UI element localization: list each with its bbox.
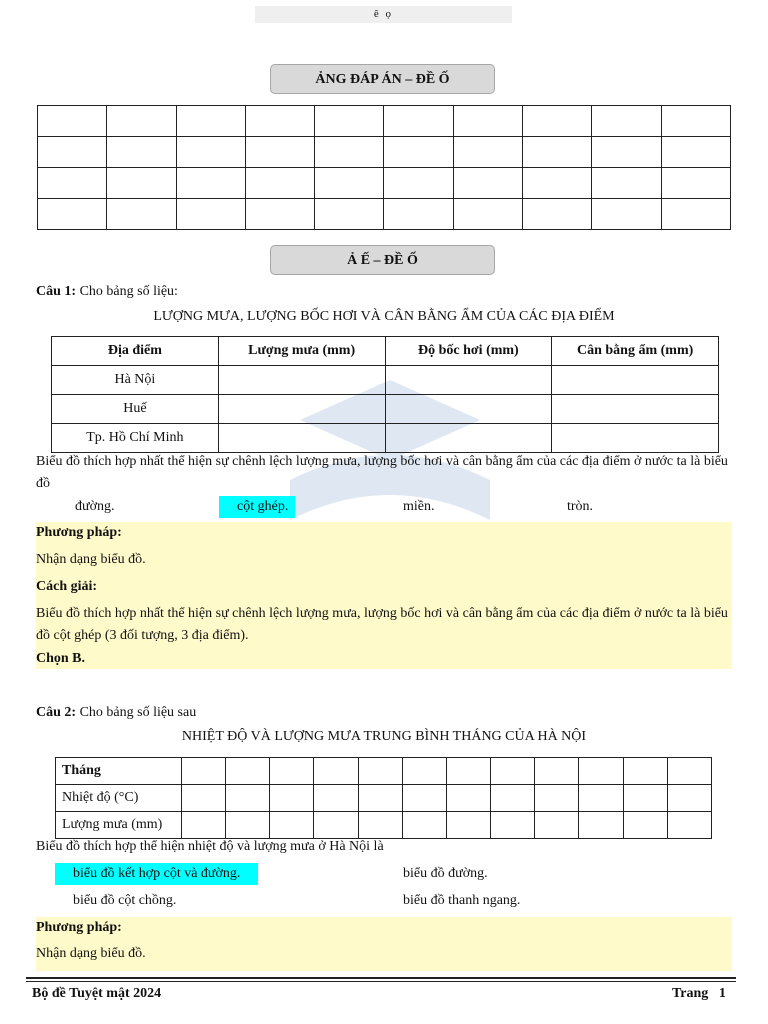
answer-grid-cell [592,137,661,168]
question-2-intro [36,702,732,724]
footer-divider [26,981,736,982]
q1-option-c[interactable]: miền. [403,499,435,514]
answer-grid-cell [384,106,453,137]
answer-grid-cell [38,168,107,199]
table-row [52,395,719,424]
answer-grid-cell [107,137,176,168]
table-header-cell: Địa điểm [52,337,219,366]
q1-choose: Chọn B. [36,651,86,666]
answer-grid-cell [176,168,245,199]
answer-grid-cell [661,137,730,168]
q2-option-a[interactable]: biểu đồ kết hợp cột và đường. [55,863,258,885]
footer-page-label: Trang [672,986,709,1001]
answer-grid-cell [453,199,522,230]
question-1-intro [36,281,732,303]
answer-grid-cell [523,106,592,137]
data-table-1 [51,336,719,453]
answer-grid-cell [107,106,176,137]
answer-grid-cell [592,199,661,230]
table-row [52,366,719,395]
answer-grid-cell [107,168,176,199]
question-2-label: Câu 2: [36,705,77,720]
question-1-intro-text: Cho bảng số liệu: [79,284,178,299]
answer-grid-cell [107,199,176,230]
answer-grid-cell [453,168,522,199]
answer-grid-cell [315,106,384,137]
table-header-cell: Cân bằng ẩm (mm) [552,337,719,366]
q1-solution-text: Biểu đồ thích hợp nhất thể hiện sự chênh lệch lượng mưa, lượng bốc hơi và cân bằng ẩm của các địa điểm ở nước ta là biểu đồ cột ghép (3 đối tượng, 3 địa điểm). [36,606,728,643]
footer-divider [26,977,736,979]
answer-grid-cell [592,168,661,199]
table-1-title: LƯỢNG MƯA, LƯỢNG BỐC HƠI VÀ CÂN BẰNG ẨM CỦA CÁC ĐỊA ĐIỂM [153,309,615,324]
table-cell: Lượng mưa (mm) [56,812,182,839]
answer-grid-cell [523,168,592,199]
q2-method-text: Nhận dạng biểu đồ. [36,946,146,961]
table-row [52,337,719,366]
answer-grid-cell [245,168,314,199]
table-header-cell: Lượng mưa (mm) [218,337,385,366]
answer-grid-cell [38,199,107,230]
q1-method-text: Nhận dạng biểu đồ. [36,552,146,567]
answer-grid-cell [592,106,661,137]
data-table-2 [55,757,712,839]
answer-grid-row [38,199,731,230]
answer-grid-cell [176,137,245,168]
footer-page-number: 1 [718,986,726,1001]
q2-method-label: Phương pháp: [36,920,122,935]
answer-grid-cell [661,168,730,199]
table-cell: Huế [52,395,219,424]
table-row [56,785,712,812]
answer-grid-cell [245,106,314,137]
table-cell: Nhiệt độ (°C) [56,785,182,812]
question-2-text: Biểu đồ thích hợp thể hiện nhiệt độ và lượng mưa ở Hà Nội là [36,839,384,854]
answer-grid-row [38,137,731,168]
answer-grid-cell [661,106,730,137]
answer-grid-cell [245,199,314,230]
table-header-cell: Độ bốc hơi (mm) [385,337,552,366]
answer-grid-row [38,106,731,137]
header-bar: ê ọ [255,6,512,23]
answer-grid-cell [523,199,592,230]
answer-grid-cell [523,137,592,168]
answer-grid-cell [245,137,314,168]
q1-method-label: Phương pháp: [36,525,122,540]
q1-option-d[interactable]: tròn. [567,499,594,514]
q2-option-c[interactable]: biểu đồ cột chồng. [73,893,177,908]
answer-grid-cell [384,199,453,230]
answer-grid-row [38,168,731,199]
q2-option-d[interactable]: biểu đồ thanh ngang. [403,893,521,908]
answer-grid-cell [661,199,730,230]
answer-grid-cell [38,106,107,137]
answer-grid-cell [453,137,522,168]
question-1-label: Câu 1: [36,284,77,299]
answer-grid [37,105,731,230]
q1-solution-label: Cách giải: [36,579,98,594]
answer-grid-cell [315,137,384,168]
q1-option-b[interactable]: cột ghép. [219,496,295,518]
table-row [52,424,719,453]
answer-grid-cell [315,168,384,199]
footer-page [672,986,726,1002]
answer-grid-cell [176,106,245,137]
answer-grid-cell [453,106,522,137]
answer-grid-cell [384,137,453,168]
footer-title: Bộ đề Tuyệt mật 2024 [32,986,162,1001]
question-2-intro-text: Cho bảng số liệu sau [79,705,197,720]
question-1-text: Biểu đồ thích hợp nhất thể hiện sự chênh lệch lượng mưa, lượng bốc hơi và cân bằng ẩm của các địa điểm ở nước ta là biểu đồ [36,454,728,491]
table-cell: Hà Nội [52,366,219,395]
q2-option-b[interactable]: biểu đồ đường. [403,866,488,881]
answer-grid-cell [38,137,107,168]
table-cell: Tháng [56,758,182,785]
table-row [56,812,712,839]
answer-grid-cell [176,199,245,230]
table-2-title: NHIỆT ĐỘ VÀ LƯỢNG MƯA TRUNG BÌNH THÁNG CỦA HÀ NỘI [181,729,587,744]
answer-grid-cell [384,168,453,199]
answer-key-title: ẢNG ĐÁP ÁN – ĐỀ Ố [270,64,495,94]
table-row [56,758,712,785]
q1-option-a[interactable]: đường. [75,499,115,514]
answer-grid-cell [315,199,384,230]
solution-title: Ả Ế – ĐỀ Ố [270,245,495,275]
table-cell: Tp. Hồ Chí Minh [52,424,219,453]
